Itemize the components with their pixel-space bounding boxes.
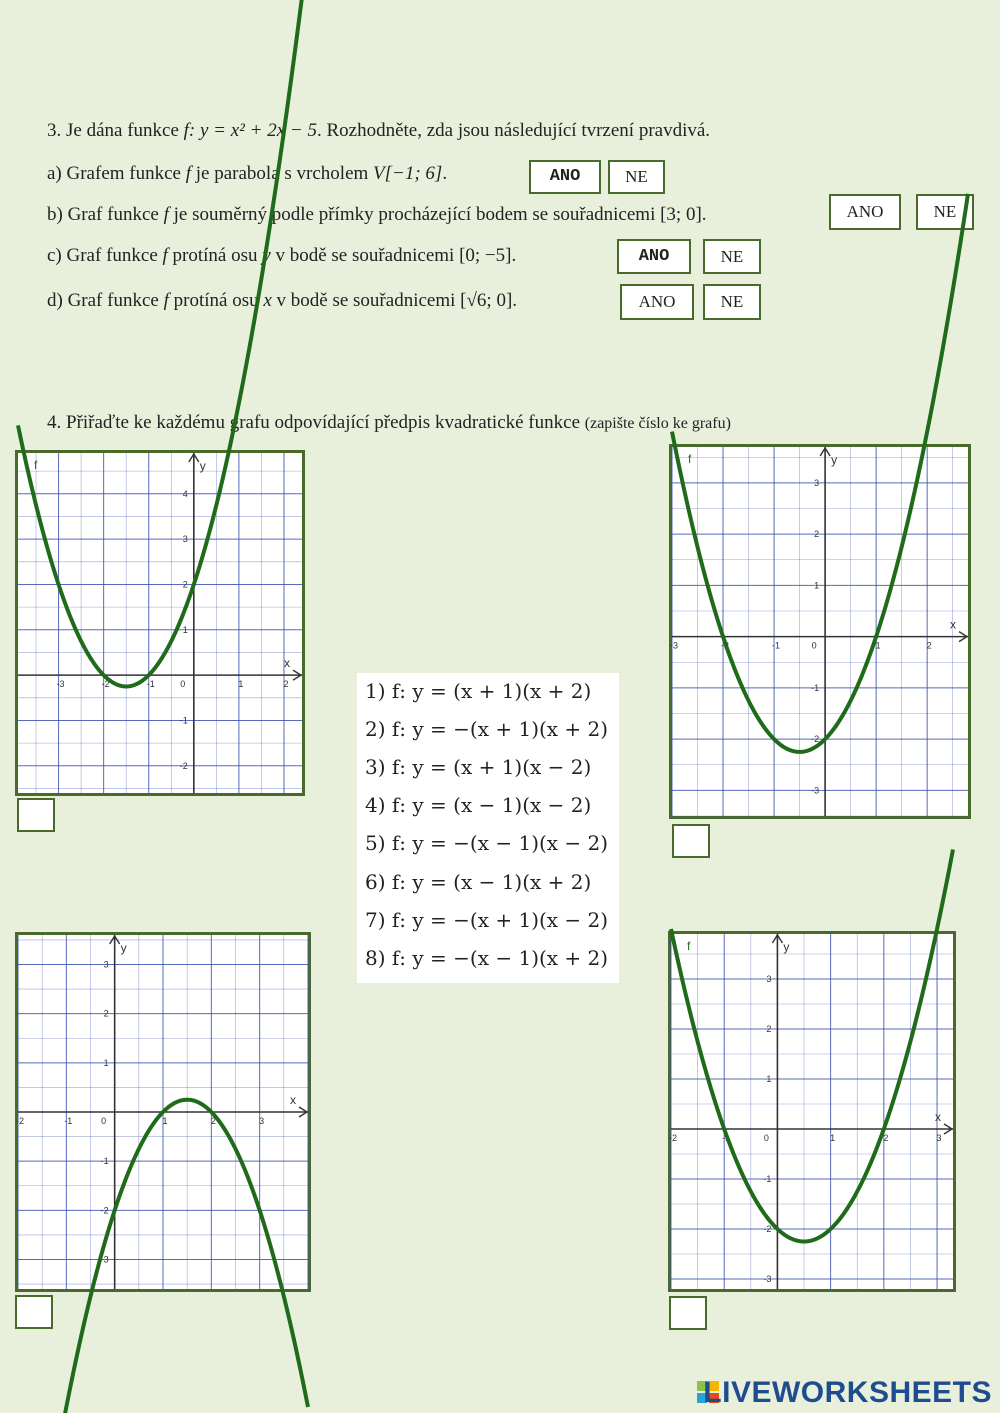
graph-top-right-answer-input[interactable] [672,824,710,858]
statement-end: . [701,204,707,225]
y-tick-label: 3 [182,534,188,545]
x-tick-label: 0 [763,1133,769,1143]
x-tick-label: 1 [875,640,881,651]
y-axis-label: y [783,940,790,954]
x-tick-label: -2 [668,1133,678,1143]
y-tick-label: 1 [814,580,820,591]
y-tick-label: -1 [179,715,188,726]
curve-label: f [34,458,38,472]
statement-text: v bodě se souřadnicemi [271,290,461,311]
x-axis-label: x [935,1110,941,1124]
y-tick-label: 3 [814,477,820,488]
y-tick-label: -1 [100,1156,109,1167]
y-axis-label: y [120,941,127,955]
axis-symbol: x [263,290,272,311]
x-axis-label: x [950,617,956,632]
y-tick-label: -1 [763,1174,772,1184]
statement-b-ne-button[interactable]: NE [916,194,974,230]
x-tick-label: -3 [669,640,679,651]
function-symbol: f [185,163,192,184]
statement-a-ano-button[interactable]: ANO [529,160,601,194]
axis-symbol: y [262,245,271,266]
function-symbol: f [163,204,169,225]
x-tick-label: -1 [722,1133,731,1143]
y-tick-label: 1 [766,1074,772,1084]
x-tick-label: 2 [210,1116,216,1126]
y-tick-label: -2 [811,734,820,745]
parabola-curve [18,0,302,686]
y-tick-label: 2 [103,1008,109,1019]
statement-c-ano-button[interactable]: ANO [617,239,691,274]
x-tick-label: 0 [101,1116,107,1126]
y-tick-label: 2 [766,1024,772,1034]
statement-end: . [512,290,518,311]
formula-list [357,673,619,983]
graph-bottom-left [15,932,311,1292]
statement-math: [3; 0] [660,204,702,225]
graph-top-left-plot [18,453,302,793]
statement-math: V[−1; 6] [373,163,443,184]
y-tick-label: 3 [103,959,109,970]
x-tick-label: -1 [772,640,781,651]
q4-note: (zapište číslo ke grafu) [584,415,731,432]
y-tick-label: 2 [182,579,188,590]
statement-math: [0; −5] [459,245,512,266]
x-tick-label: 2 [283,679,289,690]
formula-item: 7) f: y = −(x + 1)(x − 2) [365,908,609,932]
graph-top-right-plot [669,447,968,816]
statement-c [47,245,516,267]
x-tick-label: 1 [238,679,244,690]
graph-bottom-right-plot [668,934,953,1289]
y-tick-label: -3 [811,785,820,796]
x-axis-label: x [290,1093,296,1107]
x-tick-label: 1 [830,1133,836,1143]
graph-top-right [669,444,971,819]
statement-text: b) Graf funkce [47,204,164,225]
function-symbol: f [163,290,169,311]
curve-label: f [688,452,692,466]
formula-item: 3) f: y = (x + 1)(x − 2) [365,755,592,779]
y-tick-label: -2 [179,760,188,771]
statement-d-ano-button[interactable]: ANO [620,284,694,320]
x-tick-label: 0 [811,640,817,651]
x-tick-label: -2 [15,1116,25,1126]
graph-top-left-answer-input[interactable] [17,798,55,832]
formula-item: 1) f: y = (x + 1)(x + 2) [365,679,592,703]
statement-text: je parabola s vrcholem [191,163,374,184]
x-tick-label: 3 [936,1133,942,1143]
formula-item: 8) f: y = −(x − 1)(x + 2) [365,946,609,970]
x-tick-label: 2 [883,1133,889,1143]
x-tick-label: 2 [926,640,932,651]
curve-label: f [687,939,691,953]
statement-math: [√6; 0] [460,290,513,311]
y-tick-label: -2 [763,1224,772,1234]
y-tick-label: -3 [763,1274,772,1284]
x-tick-label: -2 [721,640,730,651]
y-tick-label: -3 [100,1254,109,1265]
x-tick-label: -2 [101,679,110,690]
x-tick-label: -1 [64,1116,73,1126]
statement-end: . [511,245,517,266]
q3-formula: f: y = x² + 2x − 5 [183,120,317,141]
y-tick-label: -1 [811,682,820,693]
y-axis-label: y [199,459,206,473]
statement-d-ne-button[interactable]: NE [703,284,761,320]
y-tick-label: 3 [766,974,772,984]
x-axis-label: x [284,656,290,671]
liveworksheets-logo: LIVEWORKSHEETS [703,1376,992,1409]
q3-suffix: . Rozhodněte, zda jsou následující tvrzení pravdivá. [316,120,711,141]
statement-a-ne-button[interactable]: NE [608,160,665,194]
graph-bottom-left-plot [15,935,308,1289]
formula-item: 6) f: y = (x − 1)(x + 2) [365,870,592,894]
formula-item: 4) f: y = (x − 1)(x − 2) [365,793,592,817]
statement-text: je souměrný podle přímky procházející bodem se souřadnicemi [168,204,661,225]
q3-prefix: 3. Je dána funkce [47,120,184,141]
parabola-curve [669,194,968,752]
statement-text: protíná osu [167,245,263,266]
statement-b [47,204,707,226]
statement-text: protíná osu [168,290,264,311]
q4-heading-text: 4. Přiřaďte ke každému grafu odpovídající předpis kvadratické funkce [47,412,581,433]
graph-bottom-left-answer-input[interactable] [15,1295,53,1329]
statement-text: c) Graf funkce [47,245,163,266]
statement-d [47,290,517,312]
x-tick-label: -1 [146,679,155,690]
y-tick-label: 1 [182,624,188,635]
statement-a [47,163,447,185]
y-tick-label: -2 [100,1205,109,1216]
x-tick-label: 3 [259,1116,265,1126]
statement-end: . [442,163,448,184]
statement-b-ano-button[interactable]: ANO [829,194,901,230]
statement-text: d) Graf funkce [47,290,164,311]
x-tick-label: 1 [162,1116,168,1126]
statement-text: v bodě se souřadnicemi [270,245,460,266]
x-tick-label: 0 [180,679,186,690]
graph-bottom-right [668,931,956,1292]
q4-heading [47,412,731,434]
function-symbol: f [162,245,168,266]
y-tick-label: 1 [103,1057,109,1068]
formula-item: 5) f: y = −(x − 1)(x − 2) [365,831,609,855]
statement-text: a) Grafem funkce [47,163,186,184]
graph-bottom-right-answer-input[interactable] [669,1296,707,1330]
q3-intro [47,120,710,142]
y-tick-label: 4 [182,488,188,499]
formula-item: 2) f: y = −(x + 1)(x + 2) [365,717,609,741]
graph-top-left [15,450,305,796]
y-tick-label: 2 [814,529,820,540]
statement-c-ne-button[interactable]: NE [703,239,761,274]
x-tick-label: -3 [56,679,65,690]
y-axis-label: y [831,453,838,467]
